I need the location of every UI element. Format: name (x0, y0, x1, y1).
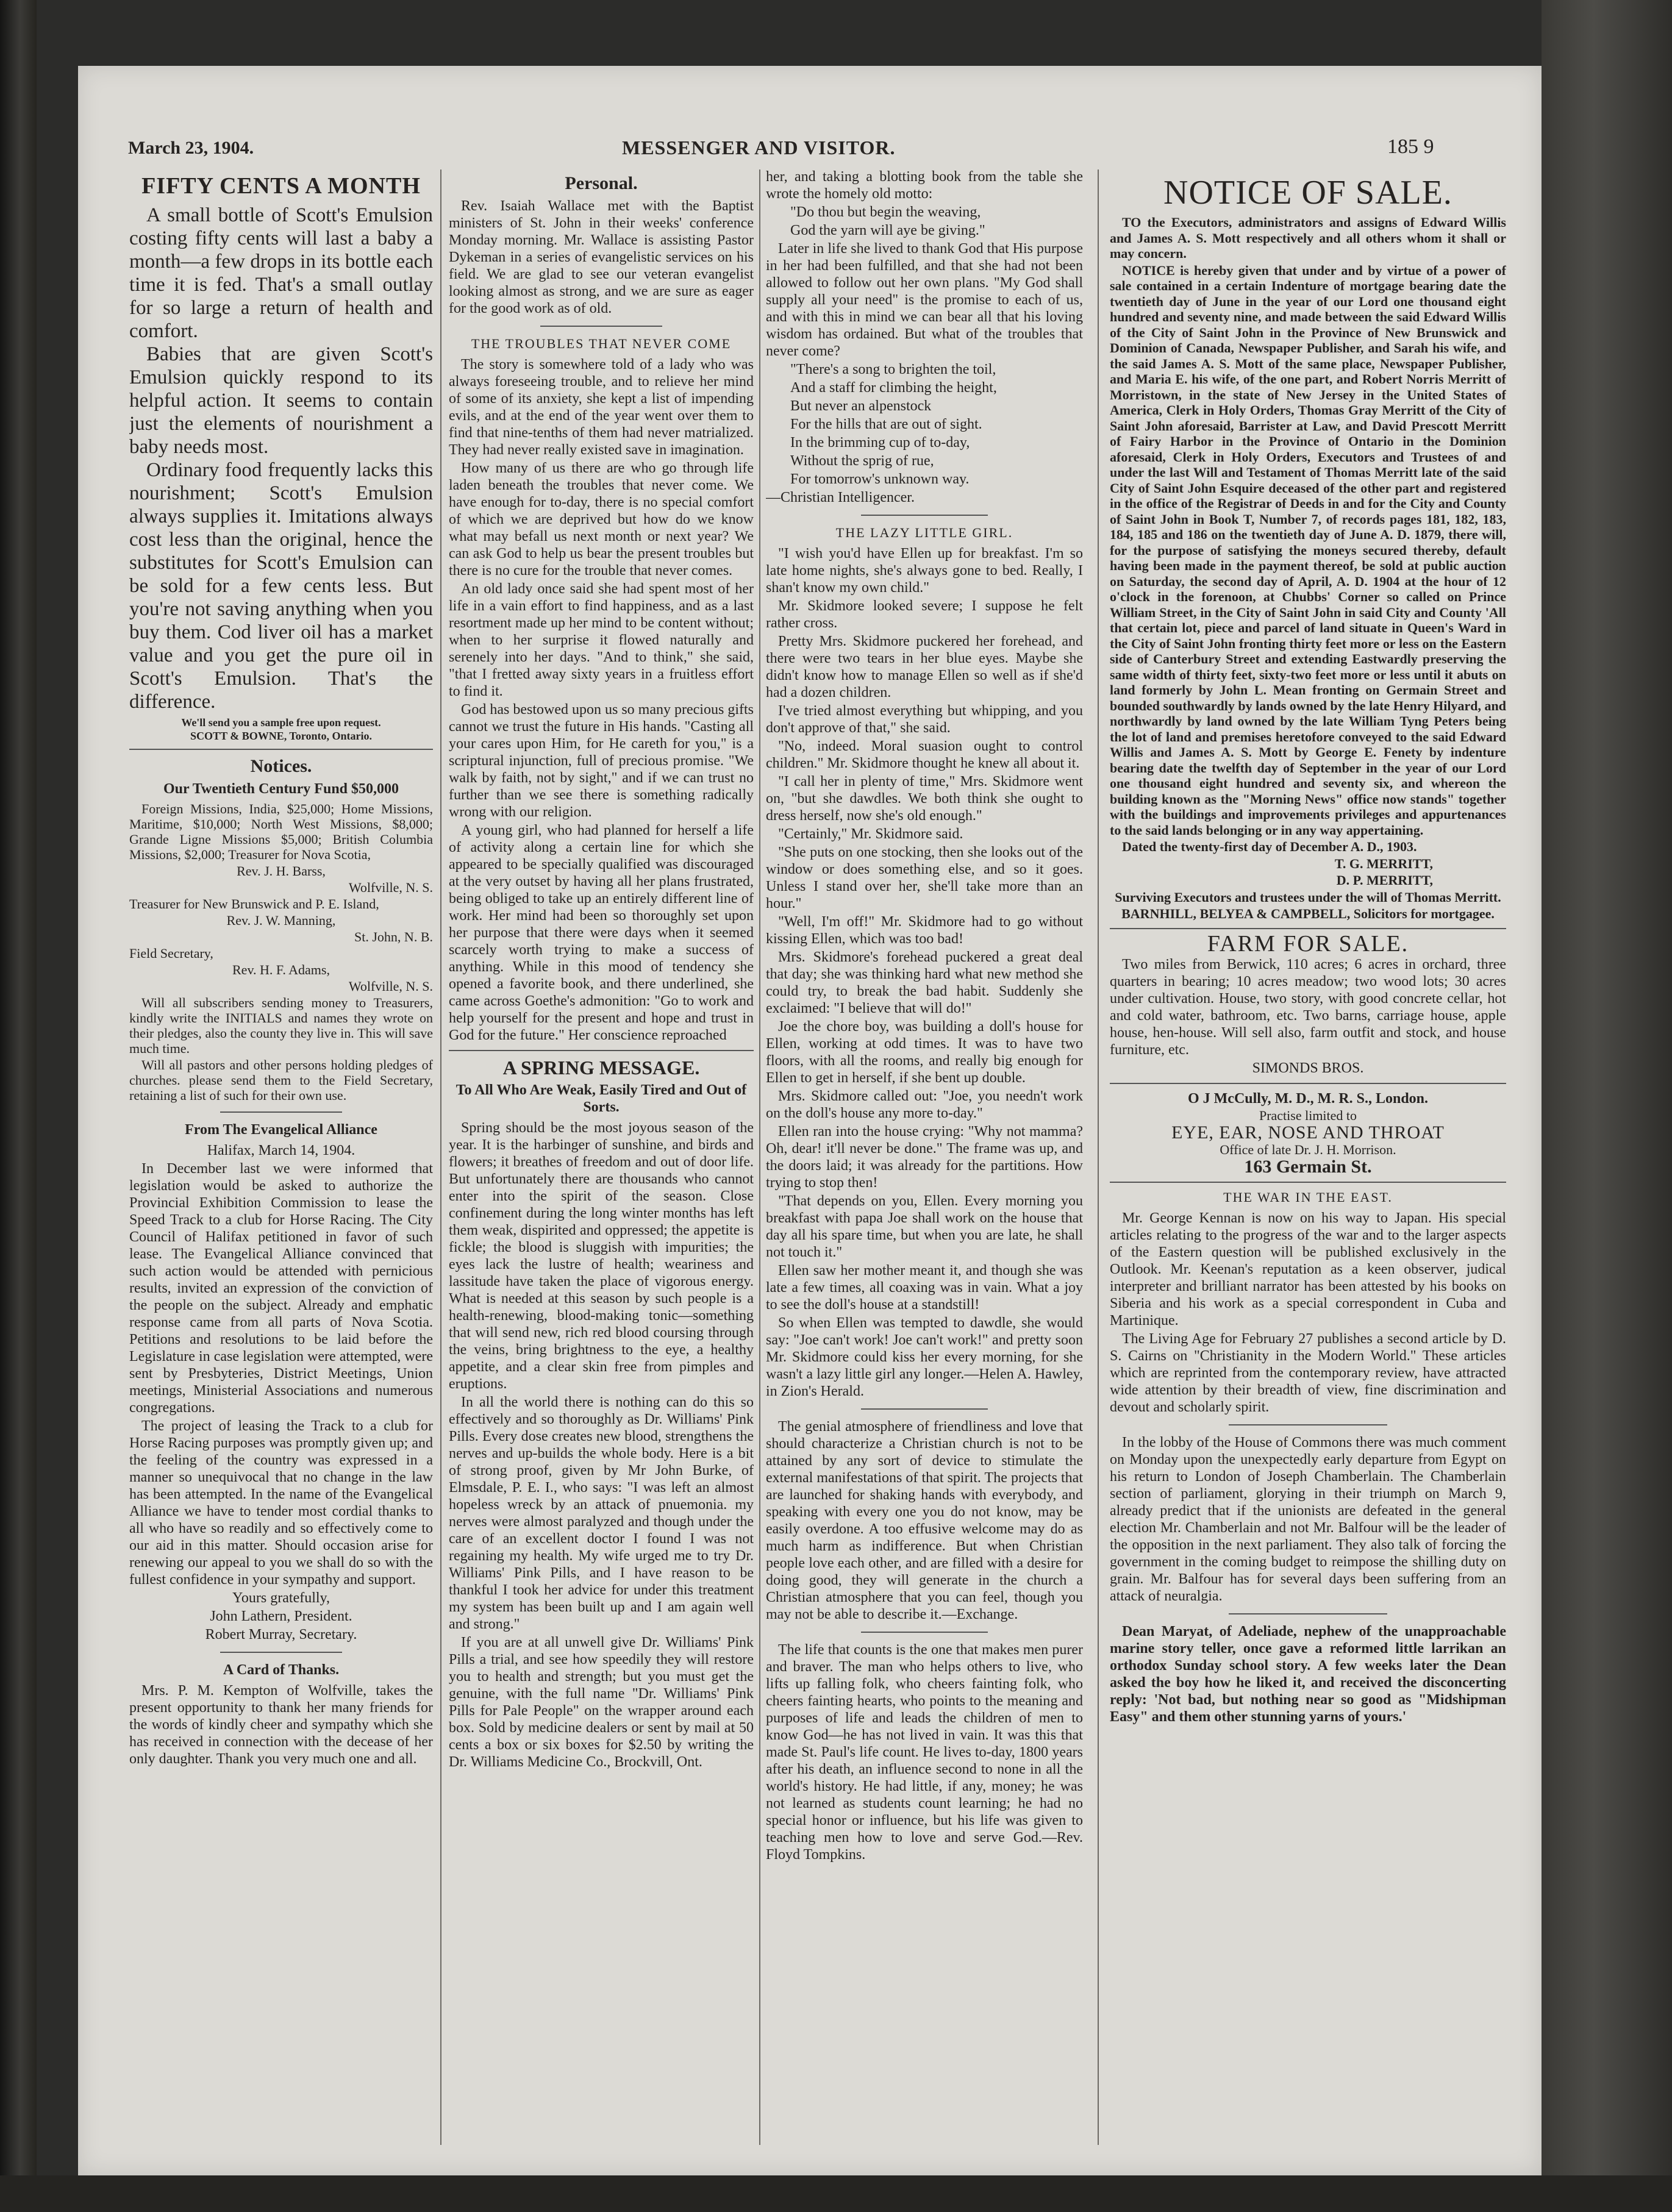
column-rule (1098, 169, 1099, 2145)
lazy-paragraph: "Certainly," Mr. Skidmore said. (778, 826, 963, 842)
maryat-paragraph: Dean Maryat, of Adeliade, nephew of the unapproachable marine story teller, once gave a reformed little larrikan an orthodox Sunday school story. A few weeks later the Dean asked the boy how he liked it, and received the disconcerting reply: 'Not bad, but nothing near so good as "Midshipman Easy" and them other stunning yarns of yours.' (1110, 1623, 1506, 1725)
column-4 (1110, 168, 1506, 2150)
spring-paragraph: Spring should be the most joyous season of the year. It is the harbinger of sunshine, and birds and flowers; it breathes of freedom and out of door life. But unfortunately there are thousands who cannot enter into the spirit of the season. Close confinement during the long winter months has left them weak, dispirited and oppressed; the appetite is fickle; the blood is sluggish with impurities; the eyes lack the lustre of health; weariness and lassitude have taken the place of vigorous energy. What is needed at this season by such people is a health-renewing, blood-making tonic—something that will send new, rich red blood coursing through the veins, bring brightness to the eye, a healthy appetite, and a clear skin free from pimples and eruptions. (449, 1120, 754, 1392)
thanks-heading: A Card of Thanks. (223, 1662, 340, 1678)
treasurer-place: St. John, N. B. (354, 929, 433, 944)
issue-date: March 23, 1904. (128, 138, 254, 158)
divider (220, 1652, 341, 1653)
war-heading: THE WAR IN THE EAST. (1223, 1189, 1393, 1205)
lazy-paragraph: "She puts on one stocking, then she looks out of the window or does something else, and so it goes. Unless I stand over her, she'll take more than an hour." (766, 844, 1083, 912)
thanks-section (129, 1661, 433, 1768)
fund-text: Foreign Missions, India, $25,000; Home Missions, Maritime, $10,000; North West Missions, $8,000; Grande Ligne Missions $5,000; British Columbia Missions, $2,000; Treasurer for Nova Scotia, (129, 801, 433, 862)
war-paragraph: Mr. George Kennan is now on his way to Japan. His special articles relating to the progress of the war and to the larger aspects of the Eastern question will be published exclusively in the Outlook. Mr. Keenan's reputation as a keen observer, judical interpreter and brilliant narrator has been attested by his books on Siberia and his work as a special correspondent in Cuba and Martinique. (1110, 1210, 1506, 1329)
personal-heading: Personal. (565, 173, 638, 193)
poem-line: In the brimming cup of to-day, (790, 435, 970, 451)
scan-right-edge (1542, 0, 1672, 2212)
poem-line: For the hills that are out of sight. (790, 416, 982, 432)
alliance-paragraph: In December last we were informed that legislation would be asked to authorize the Provincial Exhibition Commission to lease the Speed Track to a club for Horse Racing. The City Council of Halifax petitioned in favor of such lease. The Evangelical Alliance convinced that such action would be attended with pernicious results, invited an expression of the conviction of the people on the subject. Already and emphatic response came from all parts of Nova Scotia. Petitions and resolutions to be laid before the Legislature in case legislation were attempted, were sent by Presbyteries, District Meetings, Union meetings, Ministerial Associations and numerous congregations. (129, 1161, 433, 1416)
divider (220, 1111, 341, 1113)
lazy-paragraph: Mrs. Skidmore's forehead puckered a great deal that day; she was thinking hard what new method she could try, to break the bad habit. Suddenly she exclaimed: "I believe that will do!" (766, 949, 1083, 1016)
scott-emulsion-ad (129, 172, 433, 743)
alliance-section (129, 1121, 433, 1643)
continued-text: her, and taking a blotting book from the table she wrote the homely old motto: (766, 169, 1083, 202)
sale-signature: T. G. MERRITT, (1334, 855, 1433, 871)
spring-heading: A SPRING MESSAGE. (502, 1057, 700, 1079)
divider (1229, 1424, 1387, 1425)
farm-owner: SIMONDS BROS. (1252, 1060, 1364, 1076)
divider (1110, 928, 1506, 929)
lazy-paragraph: Joe the chore boy, was building a doll's house for Ellen, working at odd times. It was to have two floors, with all the rooms, and really big enough for Ellen to get in herself, if she bent up double. (766, 1019, 1083, 1086)
fund-heading: Our Twentieth Century Fund $50,000 (163, 781, 399, 797)
lazy-paragraph: "No, indeed. Moral suasion ought to control children." Mr. Skidmore thought he knew all about it. (766, 738, 1083, 771)
farm-text: Two miles from Berwick, 110 acres; 6 acres in orchard, three quarters in bearing; 10 acres meadow; two wood lots; 30 acres under cultivation. House, two story, with good concrete cellar, hot and cold water, bathroom, etc. Two barns, carriage house, apple house, hen-house. Will sell also, farm outfit and stock, and house furniture, etc. (1110, 956, 1506, 1058)
troubles-paragraph: How many of us there are who go through life laden beneath the troubles that never come. We have enough for to-day, there is no special comfort of which we are deprived but how do we know what may befall us next month or next year? We can ask God to help us bear the present troubles but there is no cure for the trouble that never comes. (449, 460, 754, 579)
troubles-heading: THE TROUBLES THAT NEVER COME (471, 336, 732, 351)
lazy-paragraph: Mr. Skidmore looked severe; I suppose he felt rather cross. (766, 598, 1083, 631)
column-rule (440, 169, 441, 2145)
address-line: 163 Germain St. (1244, 1156, 1372, 1177)
lazy-paragraph: So when Ellen was tempted to dawdle, she would say: "Joe can't work! Joe can't work!" and pretty soon Mr. Skidmore could kiss her every morning, for she wasn't a lazy little girl any longer.—Helen A. Hawley, in Zion's Herald. (766, 1315, 1083, 1399)
motto-line: "Do thou but begin the weaving, (790, 204, 981, 220)
ad-company: SCOTT & BOWNE, Toronto, Ontario. (190, 730, 372, 742)
notice-paragraph: Will all subscribers sending money to Treasurers, kindly write the INITIALS and names they wrote on their pledges, also the county they live in. This will save much time. (129, 995, 433, 1056)
treasurer-title: Treasurer for New Brunswick and P. E. Island, (129, 896, 379, 912)
divider (129, 749, 433, 750)
sale-signature: D. P. MERRITT, (1336, 872, 1433, 888)
notices-section (129, 756, 433, 1103)
lazy-paragraph: I've tried almost everything but whipping, and you don't approve of that," she said. (766, 703, 1083, 736)
divider (861, 515, 988, 516)
farm-for-sale (1110, 930, 1506, 1077)
lazy-girl-section (766, 524, 1083, 1400)
poem-line: Without the sprig of rue, (790, 453, 934, 469)
alliance-signature: John Lathern, President. (210, 1608, 352, 1624)
poem-line: "There's a song to brighten the toil, (790, 362, 996, 377)
lazy-girl-heading: THE LAZY LITTLE GIRL. (835, 525, 1013, 540)
divider (1110, 1083, 1506, 1084)
article-source: —Christian Intelligencer. (766, 490, 915, 505)
troubles-section (449, 335, 754, 1044)
paper-title: MESSENGER AND VISITOR. (622, 137, 896, 159)
secretary-place: Wolfville, N. S. (348, 979, 433, 994)
war-paragraph: The Living Age for February 27 publishes a second article by D. S. Cairns on "Christianity in the Modern World." These articles which are reprinted from the contemporary review, have attracted wide attention by their breadth of view, fine discrimination and devout and scholarly spirit. (1110, 1330, 1506, 1415)
alliance-dateline: Halifax, March 14, 1904. (207, 1143, 355, 1158)
divider (449, 1050, 754, 1051)
poem-line: And a staff for climbing the height, (790, 380, 997, 396)
divider (861, 1408, 988, 1410)
notice-of-sale-heading: NOTICE OF SALE. (1163, 174, 1452, 212)
column-rule (759, 169, 760, 2145)
ad-paragraph: Babies that are given Scott's Emulsion quickly respond to its helpful action. It seems to contain just the elements of nourishment a baby needs most. (129, 343, 433, 458)
spring-paragraph: If you are at all unwell give Dr. Williams' Pink Pills a trial, and see how speedily they will restore you to health and strength; but you must get the genuine, with the full name "Dr. Williams' Pink Pills for Pale People" on the wrapper around each box. Sold by medicine dealers or sent by mail at 50 cents a box or six boxes for $2.50 by writing the Dr. Williams Medicine Co., Brockvill, Ont. (449, 1635, 754, 1770)
mccully-ad (1110, 1090, 1506, 1176)
ad-paragraph: Ordinary food frequently lacks this nourishment; Scott's Emulsion always supplies it. Imitations always cost less than the original, hence the substitutes for Scott's Emulsion can be sold for a few cents less. But you're not saving anything when you buy them. Cod liver oil has a market value and you get the pure oil in Scott's Emulsion. That's the difference. (129, 459, 433, 713)
column-2 (449, 168, 754, 2150)
commons-paragraph: In the lobby of the House of Commons there was much comment on Monday upon the unexpectedly early departure from Egypt on his return to London of Joseph Chamberlain. The Chamberlain section of parliament, glorying in their triumph on March 9, already predict that if the unionists are defeated in the general election Mr. Chamberlain and not Mr. Balfour will be the leader of the opposition in the next parliament. They also talk of forcing the government in the coming budget to reimpose the shilling duty on grain. Mr. Balfour has for several days been suffering from an attack of neuralgia. (1110, 1434, 1506, 1604)
divider (1110, 1182, 1506, 1183)
lazy-paragraph: "I wish you'd have Ellen up for breakfast. I'm so late home nights, she's always gone to bed. Really, I shan't know my own child." (766, 546, 1083, 596)
poem-line: But never an alpenstock (790, 398, 932, 414)
scan-left-edge (0, 0, 37, 2212)
newspaper-page (78, 66, 1542, 2175)
poem-line: For tomorrow's unknown way. (790, 471, 970, 487)
genial-paragraph: The genial atmosphere of friendliness and love that should characterize a Christian church is not to be attained by any sort of device to stimulate the external manifestations of that spirit. The projects that are launched for shaking hands with everybody, and speaking with every one you do not know, may be easily overdone. A too effusive welcome may do as much harm as indifference. But when Christian people love each other, and are filled with a desire for doing good, they will generate in the church a Christian atmosphere that you can feel, though you may not be able to describe it.—Exchange. (766, 1419, 1083, 1622)
lazy-paragraph: Ellen saw her mother meant it, and though she was late a few times, all coaxing was in vain. What a joy to see the doll's house at a standstill! (766, 1263, 1083, 1313)
troubles-paragraph: A young girl, who had planned for herself a life of activity along a certain line for which she appeared to be specially qualified was discouraged at the very outset by having all her plans frustrated, being obliged to take up an entirely different line of work. Her mind had been so thoroughly set upon her purpose that there were days when it seemed scarcely worth trying to make a success of anything. While in this mood of tendency she opened a favorite book, and there underlined, she came across Goethe's admonition: "Go to work and help yourself for the present and hope and trust in God for the future." Her conscience reproached (449, 822, 754, 1043)
sale-executors: Surviving Executors and trustees under the will of Thomas Merritt. (1115, 889, 1501, 905)
troubles-paragraph: An old lady once said she had spent most of her life in a vain effort to find happiness, and as a last resortment made up her mind to be content without; when to her surprise it flowed naturally and serenely into her days. "And to think," she said, "that I fretted away sixty years in a fruitless effort to find it. (449, 581, 754, 699)
alliance-closing: Yours gratefully, (232, 1590, 330, 1606)
treasurer-name: Rev. J. W. Manning, (226, 913, 336, 928)
lazy-paragraph: "That depends on you, Ellen. Every morning you breakfast with papa Joe shall work on the house that day all his spare time, but when you are late, he shall not touch it." (766, 1193, 1083, 1260)
lazy-paragraph: Ellen ran into the house crying: "Why not mamma? Oh, dear! it'll never be done." The frame was up, and the doors laid; it was already for the partitions. How trying to stop then! (766, 1124, 1083, 1191)
troubles-paragraph: God has bestowed upon us so many precious gifts cannot we trust the future in His hands. "Casting all your cares upon Him, for He careth for you," is a scriptural injunction, full of precious promise. "We walk by faith, not by sight," and if we can trust no further than we see there is something radically wrong with our religion. (449, 702, 754, 820)
sale-solicitors: BARNHILL, BELYEA & CAMPBELL, Solicitors for mortgagee. (1121, 906, 1495, 921)
scan-bottom-edge (0, 2175, 1672, 2212)
farm-heading: FARM FOR SALE. (1207, 930, 1409, 957)
secretary-title: Field Secretary, (129, 946, 213, 961)
divider (1229, 1613, 1387, 1614)
doctor-name: O J McCully, M. D., M. R. S., London. (1187, 1090, 1429, 1107)
column-3 (766, 168, 1083, 2150)
spring-paragraph: In all the world there is nothing can do this so effectively and so thoroughly as Dr. Williams' Pink Pills. Every dose creates new blood, strengthens the nerves and up-builds the whole body. Here is a bit of strong proof, given by Mr John Burke, of Elmsdale, P. E. I., who says: "I was left an almost hopeless wreck by an attack of pnuemonia. my nerves were almost paralyzed and though under the care of an excellent doctor I found I was not regaining my health. My wife urged me to try Dr. Williams' Pink Pills, and I have reason to be thankful I took her advice for under this treatment my system has been built up and I am again well and strong." (449, 1394, 754, 1632)
lazy-paragraph: "Well, I'm off!" Mr. Skidmore had to go without kissing Ellen, which was too bad! (766, 914, 1083, 947)
notice-of-sale (1110, 174, 1506, 922)
lazy-paragraph: Mrs. Skidmore called out: "Joe, you needn't work on the doll's house any more to-day." (766, 1088, 1083, 1121)
divider (861, 1632, 988, 1633)
sale-intro: TO the Executors, administrators and assigns of Edward Willis and James A. S. Mott respectively and all others whom it shall or may concern. (1110, 215, 1506, 261)
ad-heading: FIFTY CENTS A MONTH (141, 173, 421, 199)
motto-line: God the yarn will aye be giving." (790, 223, 985, 238)
personal-text: Rev. Isaiah Wallace met with the Baptist ministers of St. John in their weeks' conference Monday morning. Mr. Wallace is assisting Pastor Dykeman in a series of evangelistic services on his field. We are glad to see our veteran evangelist looking almost as strong, and we are sure as eager for the good work as of old. (449, 198, 754, 316)
alliance-signature: Robert Murray, Secretary. (205, 1627, 357, 1643)
alliance-paragraph: The project of leasing the Track to a club for Horse Racing purposes was promptly given up; and the feeling of the country was expressed in a manner so unequivocal that no change in the law has been attempted. In the name of the Evangelical Alliance we have to tender most cordial thanks to all who have so readily and so effectively come to our aid in this matter. Should occasion arise for renewing our appeal to you we shall do so with the fullest confidence in your sympathy and support. (129, 1418, 433, 1588)
spring-subheading: To All Who Are Weak, Easily Tired and Out of Sorts. (456, 1082, 747, 1115)
notices-heading: Notices. (250, 756, 312, 776)
specialty-line: EYE, EAR, NOSE AND THROAT (1171, 1122, 1445, 1143)
treasurer-place: Wolfville, N. S. (348, 880, 433, 895)
lazy-paragraph: "I call her in plenty of time," Mrs. Skidmore went on, "but she dawdles. We both think she ought to dress herself, now she's old enough." (766, 774, 1083, 824)
sale-body: NOTICE is hereby given that under and by virtue of a power of sale contained in a certain Indenture of mortgage bearing date the twentieth day of June in the year of our Lord one thousand eight hundred and seventy nine, and made between the said Edward Willis of the City of Saint John in the Province of New Brunswick and Dominion of Canada, Newspaper Publisher, and Sarah his wife, and the said James A. S. Mott of the same place, Newspaper Publisher, and Maria E. his wife, of the one part, and Robert Norris Merritt of Morristown, in the state of New Jersey in the United States of America, Clerk in Holy Orders, Thomas Gray Merritt of the City of Saint John aforesaid, Barrister at Law, and David Prescott Merritt of Fairy Harbor in the Province of Ontario in the Dominion aforesaid, Clerk in Holy Orders, Executors and Trustees of and under the last Will and Testament of Thomas Merritt late of the said City of Saint John Esquire deceased of the other part and registered in the office of the Registrar of Deeds in and for the City and County of Saint John in Book T, Number 7, of records pages 181, 182, 183, 184, 185 and 186 on the twentieth day of June A. D. 1879, there will, for the purpose of satisfying the moneys secured thereby, default having been made in the payment thereof, be sold at public auction on Saturday, the second day of April, A. D. 1904 at the hour of 12 o'clock in the forenoon, at Chubbs' Corner so called on Prince William Street, in the City of Saint John in said City and County 'All that certain lot, piece and parcel of land situate in Queen's Ward in the City of Saint John fronting thirty feet more or less on the Eastern side of Canterbury Street and extending Eastwardly preserving the same width of thirty feet, sixty-two feet more or less until it abuts on land formerly by John L. Mean fronting on Germain Street and bounded southwardly by lands owned by the late Henry Hilyard, and northwardly by land owned by the late William Tyng Peters being the lot of land and premises heretofore conveyed to the said Edward Willis and James A. S. Mott by George E. Fenety by indenture bearing date the twelfth day of September in the year of our Lord one thousand eight hundred and seventy six, and whereon the building known as the "Morning News" office now stands" together with the buildings and improvements privileges and appurtenances to the said lands belonging or in any way appertaining. (1110, 262, 1506, 838)
thanks-text: Mrs. P. M. Kempton of Wolfville, takes the present opportunity to thank her many friends for the words of kindly cheer and sympathy which she has received in connection with the decease of her only daughter. Thank you very much one and all. (129, 1683, 433, 1767)
masthead (128, 135, 1470, 168)
spring-message-ad (449, 1057, 754, 1771)
treasurer-name: Rev. J. H. Barss, (237, 863, 326, 879)
alliance-heading: From The Evangelical Alliance (185, 1122, 377, 1138)
sale-dated: Dated the twenty-first day of December A. D., 1903. (1122, 839, 1417, 854)
page-number: 185 9 (1387, 135, 1434, 158)
troubles-paragraph: The story is somewhere told of a lady who was always foreseeing trouble, and to relieve her mind of some of its anxiety, she kept a list of impending evils, and at the end of the year went over them to find that nine-tenths of them had never matrialized. They had never really existed save in imagination. (449, 357, 754, 458)
personal-section (449, 173, 754, 317)
ad-paragraph: A small bottle of Scott's Emulsion costing fifty cents will last a baby a month—a few drops in its bottle each time it is fed. That's a small outlay for so large a return of health and comfort. (129, 204, 433, 342)
lazy-paragraph: Pretty Mrs. Skidmore puckered her forehead, and there were two tears in her blue eyes. Maybe she didn't know how to manage Ellen so well as if she'd had a dozen children. (766, 633, 1083, 701)
divider (540, 326, 662, 327)
practice-line: Practise limited to (1259, 1107, 1357, 1123)
office-line: Office of late Dr. J. H. Morrison. (1220, 1141, 1396, 1157)
column-1 (129, 168, 433, 2150)
secretary-name: Rev. H. F. Adams, (232, 962, 330, 977)
ad-sample-line: We'll send you a sample free upon request. (181, 716, 381, 729)
article-paragraph: Later in life she lived to thank God that His purpose in her had been fulfilled, and that she had not been allowed to follow out her own plans. "My God shall supply all your need" is the promise to each of us, and with this in mind we can bear all that his loving wisdom has ordained. But what of the troubles that never come? (766, 241, 1083, 359)
war-section (1110, 1189, 1506, 1416)
life-paragraph: The life that counts is the one that makes men purer and braver. The man who helps others to live, who lifts up falling folk, who cheers fainting folk, who cheers fainting hearts, who points to the meaning and purposes of life and leads the children of men to know God—he has not lived in vain. It was this that made St. Paul's life count. He lives to-day, 1800 years after his death, an influence second to none in all the world's history. He had little, if any, money; he was not learned as students count learning; he had no special honor or influence, but his life was given to teaching men how to love and serve God.—Rev. Floyd Tompkins. (766, 1642, 1083, 1863)
notice-paragraph: Will all pastors and other persons holding pledges of churches. please send them to the Field Secretary, retaining a list of such for their own use. (129, 1057, 433, 1103)
